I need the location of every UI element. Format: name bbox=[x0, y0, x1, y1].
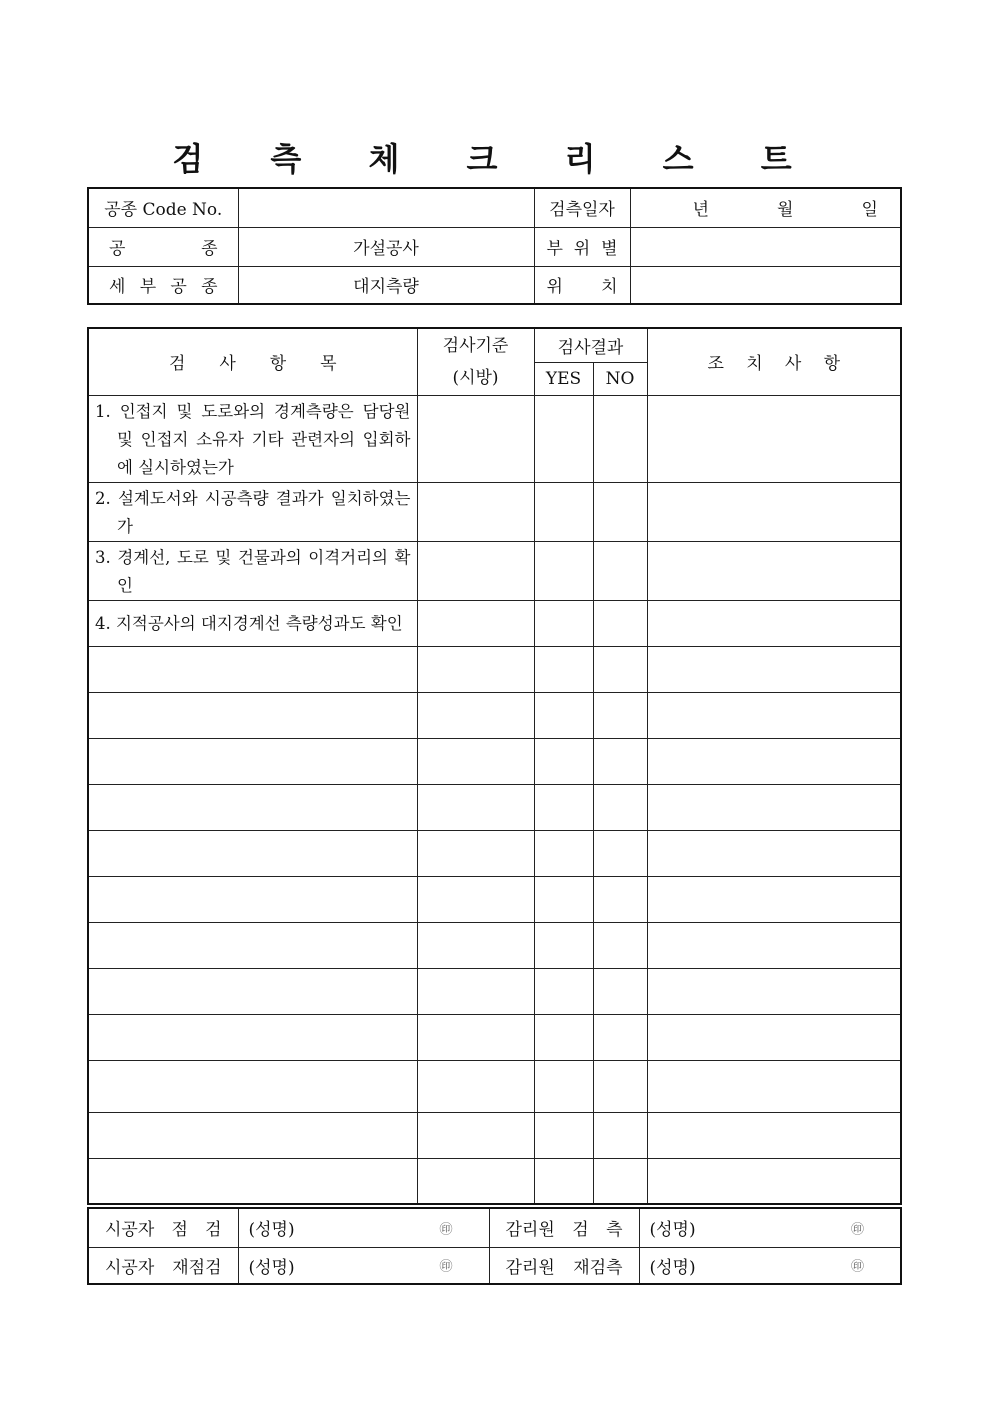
action-cell[interactable] bbox=[647, 830, 901, 876]
table-row bbox=[88, 482, 901, 541]
table-row bbox=[88, 922, 901, 968]
standard-cell[interactable] bbox=[417, 646, 534, 692]
location-field[interactable] bbox=[630, 266, 901, 304]
empty-item-cell[interactable] bbox=[88, 968, 417, 1014]
date-day-label: 일 bbox=[861, 200, 878, 221]
standard-cell[interactable] bbox=[417, 541, 534, 600]
standard-cell[interactable] bbox=[417, 876, 534, 922]
trade-label: 공 종 bbox=[88, 227, 238, 266]
empty-item-cell[interactable] bbox=[88, 1112, 417, 1158]
no-cell[interactable] bbox=[593, 646, 647, 692]
table-row bbox=[88, 1014, 901, 1060]
name-placeholder: (성명) bbox=[649, 1257, 696, 1278]
seal-icon: ㊞ bbox=[439, 1259, 453, 1275]
standard-cell[interactable] bbox=[417, 600, 534, 646]
yes-cell[interactable] bbox=[534, 876, 593, 922]
col-standard-line2: (시방) bbox=[452, 367, 499, 388]
standard-cell[interactable] bbox=[417, 395, 534, 482]
action-cell[interactable] bbox=[647, 646, 901, 692]
action-cell[interactable] bbox=[647, 738, 901, 784]
supervisor-recheck-signature[interactable] bbox=[639, 1247, 901, 1284]
yes-cell[interactable] bbox=[534, 600, 593, 646]
yes-cell[interactable] bbox=[534, 482, 593, 541]
signature-table bbox=[87, 1207, 902, 1285]
action-cell[interactable] bbox=[647, 692, 901, 738]
supervisor-recheck-label: 감리원 재검측 bbox=[489, 1247, 639, 1284]
check-item: 3. 경계선, 도로 및 건물과의 이격거리의 확인 bbox=[88, 541, 417, 600]
empty-item-cell[interactable] bbox=[88, 922, 417, 968]
yes-cell[interactable] bbox=[534, 784, 593, 830]
table-row bbox=[88, 784, 901, 830]
standard-cell[interactable] bbox=[417, 922, 534, 968]
seal-icon: ㊞ bbox=[850, 1259, 864, 1275]
empty-item-cell[interactable] bbox=[88, 1014, 417, 1060]
no-cell[interactable] bbox=[593, 1014, 647, 1060]
table-row bbox=[88, 692, 901, 738]
table-row bbox=[88, 968, 901, 1014]
no-cell[interactable] bbox=[593, 482, 647, 541]
subtrade-label: 세 부 공 종 bbox=[88, 266, 238, 304]
contractor-recheck-label: 시공자 재점검 bbox=[88, 1247, 238, 1284]
check-item: 4. 지적공사의 대지경계선 측량성과도 확인 bbox=[88, 600, 417, 646]
col-result-header: 검사결과 bbox=[534, 328, 647, 362]
action-cell[interactable] bbox=[647, 968, 901, 1014]
action-cell[interactable] bbox=[647, 1158, 901, 1204]
contractor-check-label: 시공자 점 검 bbox=[88, 1208, 238, 1247]
standard-cell[interactable] bbox=[417, 1158, 534, 1204]
col-no-header: NO bbox=[593, 362, 647, 395]
table-row bbox=[88, 646, 901, 692]
table-row bbox=[88, 395, 901, 482]
action-cell[interactable] bbox=[647, 1060, 901, 1112]
no-cell[interactable] bbox=[593, 876, 647, 922]
standard-cell[interactable] bbox=[417, 1060, 534, 1112]
seal-icon: ㊞ bbox=[850, 1222, 864, 1238]
date-month-label: 월 bbox=[777, 200, 794, 221]
part-field[interactable] bbox=[630, 227, 901, 266]
empty-item-cell[interactable] bbox=[88, 738, 417, 784]
header-table bbox=[87, 187, 902, 305]
empty-item-cell[interactable] bbox=[88, 1060, 417, 1112]
code-label: 공종 Code No. bbox=[88, 188, 238, 227]
action-cell[interactable] bbox=[647, 922, 901, 968]
action-cell[interactable] bbox=[647, 1014, 901, 1060]
trade-field[interactable]: 가설공사 bbox=[238, 227, 534, 266]
empty-item-cell[interactable] bbox=[88, 646, 417, 692]
no-cell[interactable] bbox=[593, 968, 647, 1014]
col-item-header: 검 사 항 목 bbox=[88, 328, 417, 395]
page-title: 검 측 체 크 리 스 트 bbox=[172, 140, 820, 178]
supervisor-check-label: 감리원 검 측 bbox=[489, 1208, 639, 1247]
location-label: 위 치 bbox=[534, 266, 630, 304]
standard-cell[interactable] bbox=[417, 482, 534, 541]
action-cell[interactable] bbox=[647, 395, 901, 482]
action-cell[interactable] bbox=[647, 784, 901, 830]
part-label: 부 위 별 bbox=[534, 227, 630, 266]
yes-cell[interactable] bbox=[534, 922, 593, 968]
date-label: 검측일자 bbox=[534, 188, 630, 227]
col-standard-line1: 검사기준 bbox=[442, 335, 509, 356]
check-item: 1. 인접지 및 도로와의 경계측량은 담당원 및 인접지 소유자 기타 관련자의 입회하에 실시하였는가 bbox=[88, 395, 417, 482]
code-field[interactable] bbox=[238, 188, 534, 227]
yes-cell[interactable] bbox=[534, 692, 593, 738]
empty-item-cell[interactable] bbox=[88, 692, 417, 738]
standard-cell[interactable] bbox=[417, 830, 534, 876]
col-yes-header: YES bbox=[534, 362, 593, 395]
action-cell[interactable] bbox=[647, 1112, 901, 1158]
no-cell[interactable] bbox=[593, 1112, 647, 1158]
yes-cell[interactable] bbox=[534, 738, 593, 784]
yes-cell[interactable] bbox=[534, 830, 593, 876]
standard-cell[interactable] bbox=[417, 1112, 534, 1158]
no-cell[interactable] bbox=[593, 1158, 647, 1204]
contractor-check-signature[interactable] bbox=[238, 1208, 489, 1247]
yes-cell[interactable] bbox=[534, 395, 593, 482]
yes-cell[interactable] bbox=[534, 1060, 593, 1112]
action-cell[interactable] bbox=[647, 541, 901, 600]
no-cell[interactable] bbox=[593, 541, 647, 600]
no-cell[interactable] bbox=[593, 1060, 647, 1112]
table-row bbox=[88, 600, 901, 646]
name-placeholder: (성명) bbox=[248, 1257, 295, 1278]
col-action-header: 조 치 사 항 bbox=[647, 328, 901, 395]
standard-cell[interactable] bbox=[417, 738, 534, 784]
empty-item-cell[interactable] bbox=[88, 1158, 417, 1204]
date-year-label: 년 bbox=[692, 200, 710, 221]
no-cell[interactable] bbox=[593, 600, 647, 646]
yes-cell[interactable] bbox=[534, 1112, 593, 1158]
table-row bbox=[88, 1060, 901, 1112]
date-field[interactable] bbox=[630, 188, 901, 227]
checklist-table bbox=[87, 327, 902, 1205]
no-cell[interactable] bbox=[593, 922, 647, 968]
standard-cell[interactable] bbox=[417, 1014, 534, 1060]
yes-cell[interactable] bbox=[534, 541, 593, 600]
name-placeholder: (성명) bbox=[248, 1220, 295, 1241]
table-row bbox=[88, 876, 901, 922]
contractor-recheck-signature[interactable] bbox=[238, 1247, 489, 1284]
standard-cell[interactable] bbox=[417, 968, 534, 1014]
standard-cell[interactable] bbox=[417, 692, 534, 738]
supervisor-check-signature[interactable] bbox=[639, 1208, 901, 1247]
no-cell[interactable] bbox=[593, 784, 647, 830]
no-cell[interactable] bbox=[593, 830, 647, 876]
yes-cell[interactable] bbox=[534, 968, 593, 1014]
table-row bbox=[88, 541, 901, 600]
table-row bbox=[88, 1158, 901, 1204]
table-row bbox=[88, 1112, 901, 1158]
no-cell[interactable] bbox=[593, 395, 647, 482]
action-cell[interactable] bbox=[647, 482, 901, 541]
subtrade-field[interactable]: 대지측량 bbox=[238, 266, 534, 304]
name-placeholder: (성명) bbox=[649, 1220, 696, 1241]
action-cell[interactable] bbox=[647, 600, 901, 646]
col-standard-header bbox=[417, 328, 534, 395]
action-cell[interactable] bbox=[647, 876, 901, 922]
empty-item-cell[interactable] bbox=[88, 830, 417, 876]
table-row bbox=[88, 830, 901, 876]
empty-item-cell[interactable] bbox=[88, 876, 417, 922]
check-item: 2. 설계도서와 시공측량 결과가 일치하였는가 bbox=[88, 482, 417, 541]
yes-cell[interactable] bbox=[534, 1014, 593, 1060]
seal-icon: ㊞ bbox=[439, 1222, 453, 1238]
yes-cell[interactable] bbox=[534, 646, 593, 692]
no-cell[interactable] bbox=[593, 738, 647, 784]
table-row bbox=[88, 738, 901, 784]
empty-item-cell[interactable] bbox=[88, 784, 417, 830]
no-cell[interactable] bbox=[593, 692, 647, 738]
standard-cell[interactable] bbox=[417, 784, 534, 830]
yes-cell[interactable] bbox=[534, 1158, 593, 1204]
